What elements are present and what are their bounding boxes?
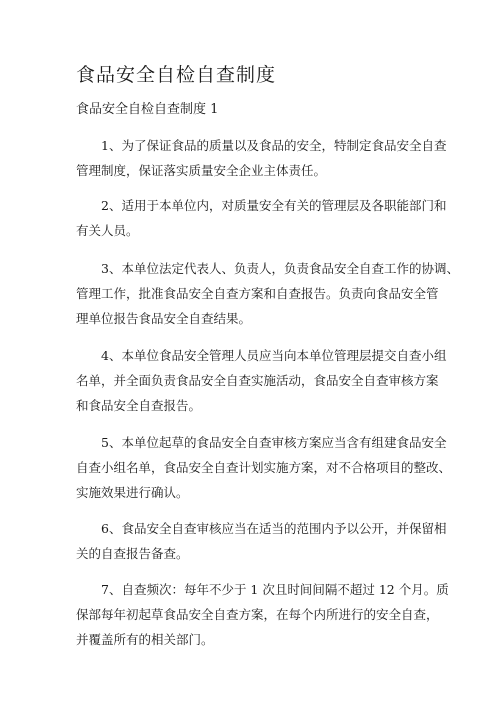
paragraph-1	[76, 133, 447, 183]
paragraph-line: 并覆盖所有的相关部门。	[76, 632, 214, 647]
paragraph-line: 实施效果进行确认。	[76, 485, 189, 500]
paragraph-line: 管理制度，保证落实质量安全企业主体责任。	[76, 163, 327, 178]
paragraph-line: 4、本单位食品安全管理人员应当向本单位管理层提交自查小组	[101, 348, 447, 363]
paragraph-line: 有关人员。	[76, 223, 139, 238]
paragraph-line: 关的自查报告备查。	[76, 546, 189, 561]
paragraph-5	[76, 430, 452, 505]
paragraph-line: 和食品安全自查报告。	[76, 398, 202, 413]
paragraph-line: 管理工作，批准食品安全自查方案和自查报告。负责向食品安全管	[76, 286, 439, 301]
paragraph-line: 自查小组名单，食品安全自查计划实施方案，对不合格项目的整改、	[76, 460, 452, 475]
paragraph-line: 3、本单位法定代表人、负责人，负责食品安全自查工作的协调、	[101, 261, 459, 276]
paragraph-6	[76, 516, 447, 566]
paragraph-4	[76, 343, 447, 418]
paragraph-line: 1、为了保证食品的质量以及食品的安全，特制定食品安全自查	[101, 138, 447, 153]
document-title: 食品安全自检自查制度	[76, 64, 277, 86]
paragraph-line: 名单，并全面负责食品安全自查实施活动，食品安全自查审核方案	[76, 373, 439, 388]
paragraph-7	[76, 577, 449, 652]
paragraph-line: 2、适用于本单位内，对质量安全有关的管理层及各职能部门和	[101, 198, 447, 213]
paragraph-line: 保部每年初起草食品安全自查方案，在每个内所进行的安全自查，	[76, 607, 439, 622]
document-subtitle: 食品安全自检自查制度 1	[76, 102, 219, 117]
paragraph-line: 理单位报告食品安全自查结果。	[76, 311, 252, 326]
paragraph-line: 7、自查频次：每年不少于 1 次且时间间隔不超过 12 个月。质	[101, 582, 449, 597]
paragraph-2	[76, 193, 447, 243]
paragraph-line: 5、本单位起草的食品安全自查审核方案应当含有组建食品安全	[101, 435, 447, 450]
paragraph-3	[76, 256, 459, 331]
paragraph-line: 6、食品安全自查审核应当在适当的范围内予以公开，并保留相	[101, 521, 447, 536]
